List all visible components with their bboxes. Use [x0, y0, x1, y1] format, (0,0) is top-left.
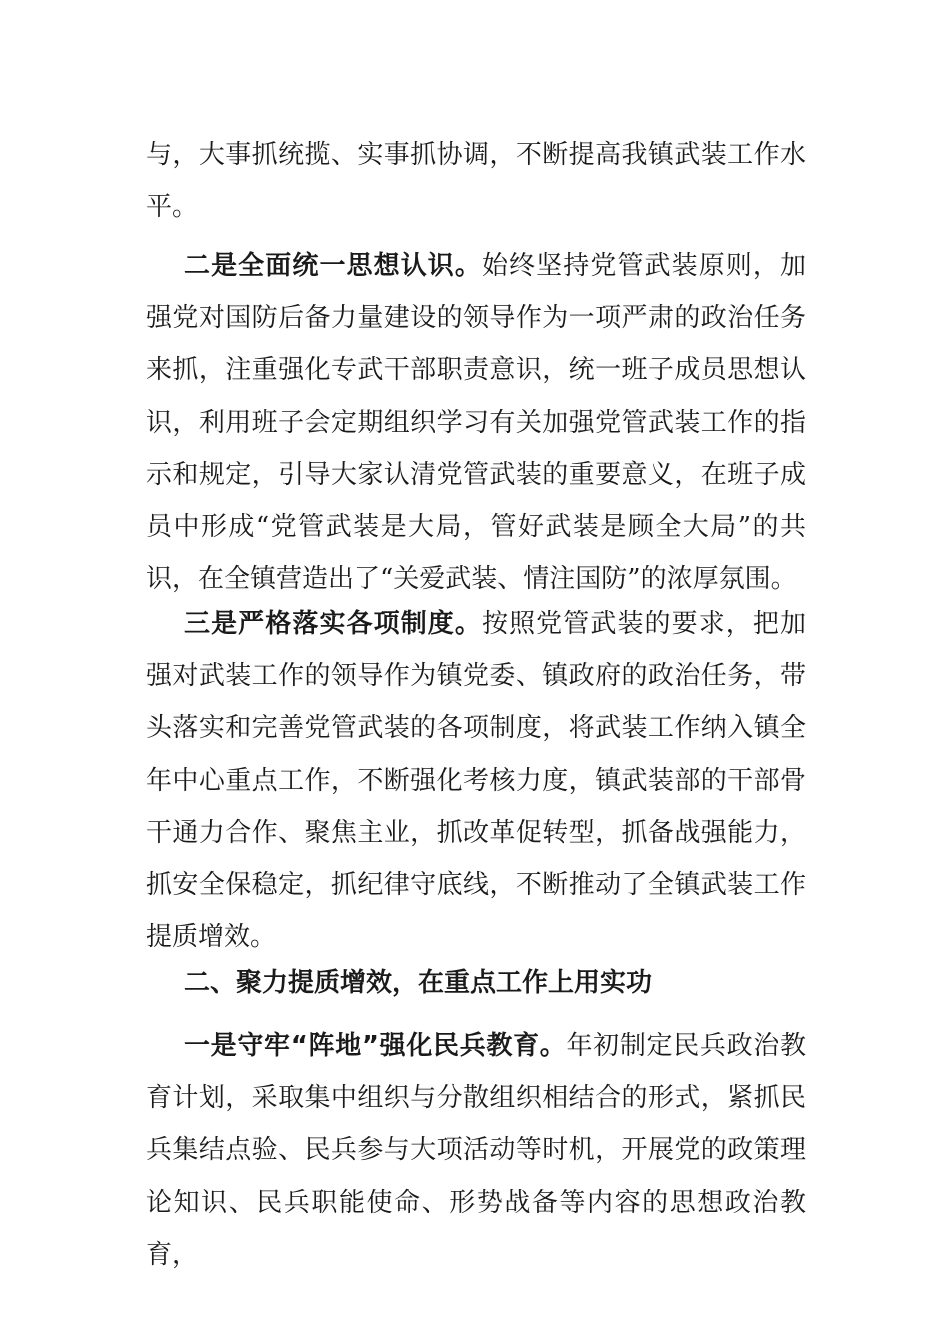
paragraph-lead: 一是守牢“阵地”强化民兵教育。 [184, 1031, 567, 1061]
paragraph-body: 年初制定民兵政治教育计划，采取集中组织与分散组织相结合的形式，紧抓民兵集结点验、民兵参与大项活动等时机，开展党的政策理论知识、民兵职能使命、形势战备等内容的思想政治教育， [146, 1031, 806, 1270]
paragraph-text [146, 240, 806, 605]
paragraph-text [146, 129, 806, 233]
paragraph-body: 按照党管武装的要求，把加强对武装工作的领导作为镇党委、镇政府的政治任务，带头落实和完善党管武装的各项制度，将武装工作纳入镇全年中心重点工作，不断强化考核力度，镇武装部的干部骨干通力合作、聚焦主业，抓改革促转型，抓备战强能力，抓安全保稳定，抓纪律守底线，不断推动了全镇武装工作提质增效。 [146, 609, 806, 953]
section-heading: 二、聚力提质增效，在重点工作上用实功 [184, 968, 653, 998]
paragraph-unify-thinking [146, 240, 806, 605]
paragraph-implement-systems [146, 598, 806, 963]
paragraph-text [146, 1020, 806, 1281]
paragraph-text [146, 598, 806, 963]
paragraph-lead: 三是严格落实各项制度。 [184, 609, 482, 639]
paragraph-body: 与，大事抓统揽、实事抓协调，不断提高我镇武装工作水平。 [146, 140, 806, 223]
paragraph-continuation [146, 129, 806, 233]
section-heading-block [146, 957, 806, 1009]
paragraph-lead: 二是全面统一思想认识。 [184, 251, 482, 281]
paragraph-body: 始终坚持党管武装原则，加强党对国防后备力量建设的领导作为一项严肃的政治任务来抓，注重强化专武干部职责意识，统一班子成员思想认识，利用班子会定期组织学习有关加强党管武装工作的指示和规定，引导大家认清党管武装的重要意义，在班子成员中形成“党管武装是大局，管好武装是顾全大局”的共识，在全镇营造出了“关爱武装、情注国防”的浓厚氛围。 [146, 251, 806, 595]
paragraph-militia-education [146, 1020, 806, 1281]
